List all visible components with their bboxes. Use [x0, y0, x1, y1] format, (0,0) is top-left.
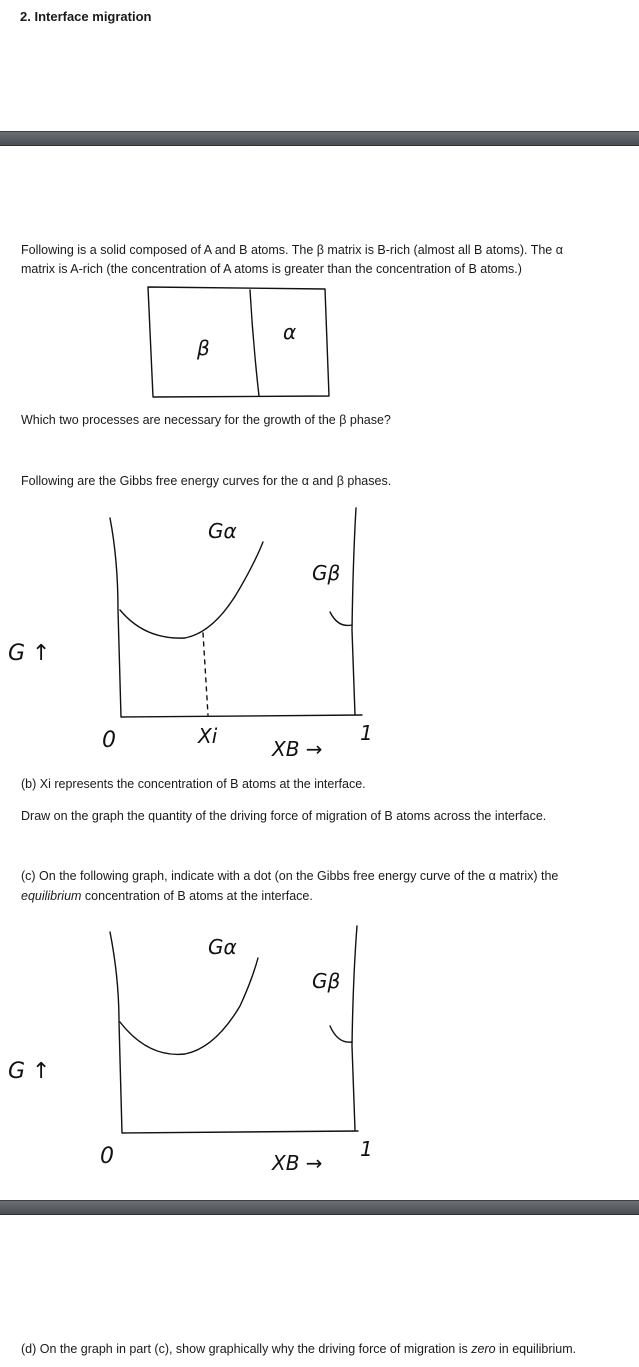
zero-emphasis: zero — [471, 1342, 496, 1356]
graph1-g-beta-curve — [330, 612, 352, 625]
graph1-end-label: 1 — [360, 721, 373, 745]
graph1-y-axis-label: G ↑ — [8, 641, 51, 666]
phase-box-outline — [148, 287, 329, 397]
intro-line-2: matrix is A-rich (the concentration of A atoms is greater than the concentration of B atoms.) — [21, 262, 522, 276]
question-b-line-2: Draw on the graph the quantity of the driving force of migration of B atoms across the interface. — [21, 809, 547, 823]
graph1-g-alpha-curve — [120, 542, 263, 638]
question-d — [21, 1340, 576, 1359]
equilibrium-emphasis: equilibrium — [21, 889, 82, 903]
graph1-xi-label: Xi — [198, 724, 218, 748]
graph2-origin-label: 0 — [100, 1144, 114, 1169]
alpha-phase-label: α — [283, 320, 297, 344]
question-a: Which two processes are necessary for the growth of the β phase? — [21, 413, 391, 427]
graph2-g-alpha-label: Gα — [208, 935, 237, 959]
graph2-g-beta-label: Gβ — [312, 969, 341, 993]
beta-phase-label: β — [197, 336, 210, 360]
graph1-right-axis — [352, 508, 356, 715]
graph2-y-axis-label: G ↑ — [8, 1059, 51, 1084]
graph2-right-axis — [352, 926, 357, 1130]
question-c-line-1: (c) On the following graph, indicate with a dot (on the Gibbs free energy curve of the α matrix) the — [21, 869, 559, 883]
question-d-post: in equilibrium. — [495, 1342, 577, 1356]
page-divider-2 — [0, 1200, 639, 1215]
graph2-axes — [110, 932, 358, 1133]
phase-sketch — [145, 283, 335, 403]
phase-boundary-line — [250, 290, 259, 396]
section-title: 2. Interface migration — [20, 9, 152, 24]
graph2-xb-label: XB → — [272, 1151, 323, 1175]
question-d-pre: (d) On the graph in part (c), show graphically why the driving force of migration is — [21, 1342, 472, 1356]
gibbs-intro: Following are the Gibbs free energy curves for the α and β phases. — [21, 474, 392, 488]
graph1-xi-dashed-line — [203, 633, 208, 715]
graph1-xb-label: XB → — [272, 737, 323, 761]
graph2-g-beta-curve — [330, 1026, 352, 1042]
graph2-g-alpha-curve — [120, 958, 258, 1054]
question-c-line-2 — [21, 887, 313, 906]
question-c-line-2-rest: concentration of B atoms at the interface. — [81, 889, 313, 903]
graph1-g-alpha-label: Gα — [208, 519, 237, 543]
graph1-g-beta-label: Gβ — [312, 561, 341, 585]
question-b-line-1: (b) Xi represents the concentration of B atoms at the interface. — [21, 777, 366, 791]
graph2-end-label: 1 — [360, 1137, 373, 1161]
intro-line-1: Following is a solid composed of A and B atoms. The β matrix is B-rich (almost all B atoms). The α — [21, 243, 563, 257]
gibbs-graph-2 — [0, 918, 639, 1178]
graph1-origin-label: 0 — [102, 728, 116, 753]
gibbs-graph-1 — [0, 500, 639, 760]
page-divider — [0, 131, 639, 146]
graph1-axes — [110, 518, 362, 717]
